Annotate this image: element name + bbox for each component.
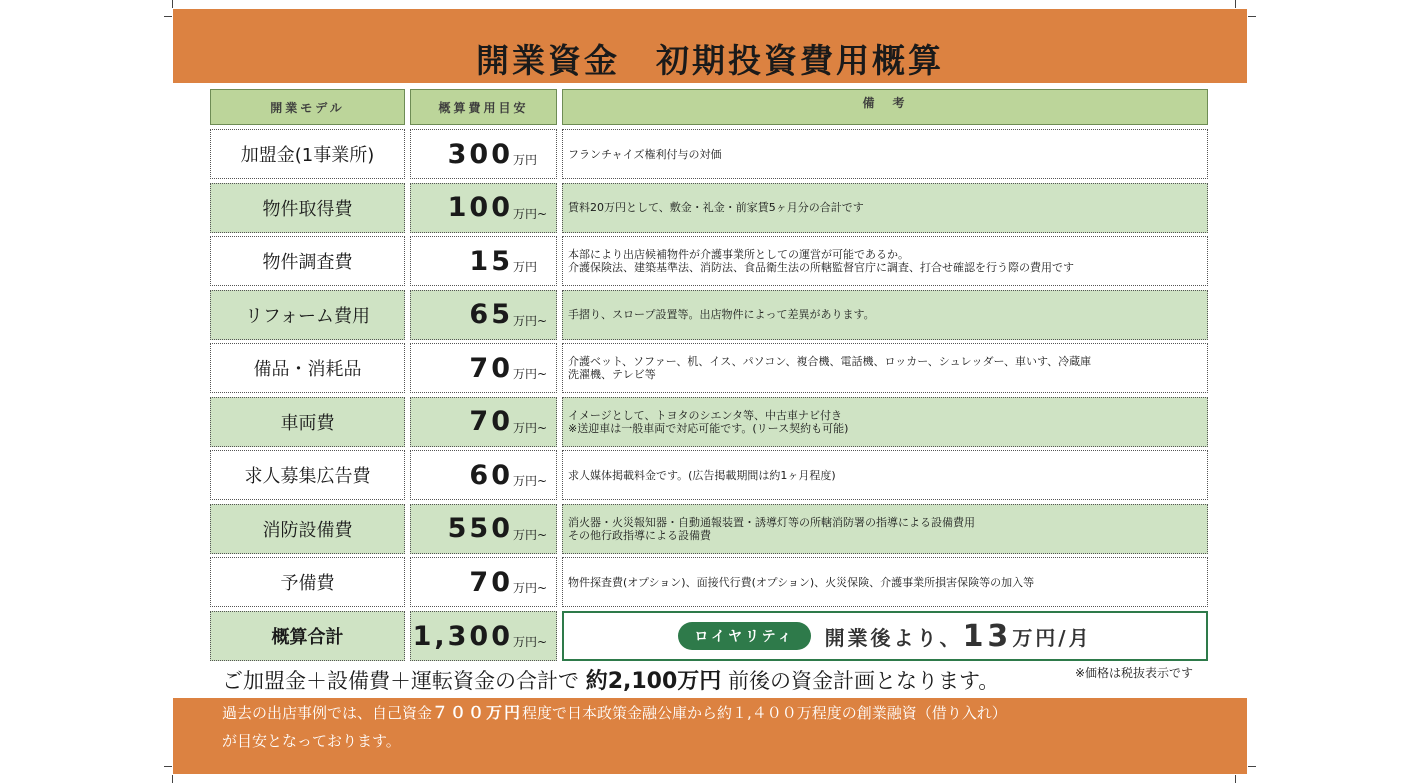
royalty-prefix: 開業後より、: [824, 625, 963, 650]
footer-text: [222, 699, 1232, 755]
row-cost: [410, 450, 557, 500]
footer-own-capital: ７００万円: [432, 703, 523, 722]
footer-line-1-after: 程度で日本政策金融公庫から約１,４００万程度の創業融資（借り入れ）: [522, 704, 1007, 722]
row-amount: 100: [447, 192, 513, 223]
row-name: 物件調査費: [210, 236, 405, 286]
row-note: 介護ベット、ソファー、机、イス、パソコン、複合機、電話機、ロッカー、シュレッダー、車いす、冷蔵庫 洗濯機、テレビ等: [562, 343, 1208, 393]
crop-mark: [164, 766, 172, 767]
row-cost: [410, 236, 557, 286]
crop-mark: [1235, 775, 1236, 783]
row-note: 物件探査費(オプション)、面接代行費(オプション)、火災保険、介護事業所損害保険等の加入等: [562, 557, 1208, 607]
row-amount: 70: [469, 566, 513, 598]
row-amount: 15: [469, 245, 513, 277]
royalty-badge: ロイヤリティ: [678, 622, 810, 650]
column-header-model: 開業モデル: [210, 89, 405, 125]
row-cost: [410, 557, 557, 607]
row-amount: 300: [447, 138, 513, 170]
row-name: 車両費: [210, 397, 405, 447]
footer-line-2: が目安となっております。: [222, 732, 401, 750]
row-note: 賃料20万円として、敷金・礼金・前家賃5ヶ月分の合計です: [562, 183, 1208, 233]
row-unit: 万円: [513, 153, 538, 167]
row-name: 備品・消耗品: [210, 343, 405, 393]
summary-before: ご加盟金＋設備費＋運転資金の合計で: [222, 669, 586, 693]
column-header-cost: 概算費用目安: [410, 89, 557, 125]
summary-after: 前後の資金計画となります。: [721, 669, 1000, 693]
row-cost: [410, 504, 557, 554]
crop-mark: [1248, 16, 1256, 17]
row-unit: 万円: [513, 260, 538, 274]
crop-mark: [164, 16, 172, 17]
row-cost: [410, 397, 557, 447]
royalty-amount: 13: [962, 618, 1013, 654]
row-unit: 万円~: [513, 474, 548, 488]
row-unit: 万円~: [513, 581, 548, 595]
row-note: 求人媒体掲載料金です。(広告掲載期間は約1ヶ月程度): [562, 450, 1208, 500]
total-label: 概算合計: [210, 611, 405, 661]
row-unit: 万円~: [513, 206, 548, 221]
row-cost: [410, 343, 557, 393]
row-name: 加盟金(1事業所): [210, 129, 405, 179]
row-name: 物件取得費: [210, 183, 405, 233]
row-note: 手摺り、スロープ設置等。出店物件によって差異があります。: [562, 290, 1208, 340]
row-name: 消防設備費: [210, 504, 405, 554]
crop-mark: [172, 0, 173, 8]
row-cost: [410, 183, 557, 233]
row-name: 求人募集広告費: [210, 450, 405, 500]
page-title: 開業資金 初期投資費用概算: [476, 41, 944, 80]
row-amount: 65: [469, 299, 513, 330]
row-amount: 70: [469, 406, 513, 437]
footer-line-1-before: 過去の出店事例では、自己資金: [222, 704, 433, 722]
row-cost: [410, 290, 557, 340]
total-unit: 万円~: [513, 635, 548, 649]
row-note: 消火器・火災報知器・自動通報装置・誘導灯等の所轄消防署の指導による設備費用 その他行政指導による設備費: [562, 504, 1208, 554]
row-unit: 万円~: [513, 367, 548, 381]
column-header-notes: 備 考: [562, 89, 1208, 125]
row-amount: 70: [469, 352, 513, 384]
row-note: フランチャイズ権利付与の対価: [562, 129, 1208, 179]
row-unit: 万円~: [513, 313, 548, 328]
row-name: リフォーム費用: [210, 290, 405, 340]
total-amount: 1,300: [412, 620, 513, 652]
row-note: イメージとして、トヨタのシエンタ等、中古車ナビ付き ※送迎車は一般車両で対応可能です。(リース契約も可能): [562, 397, 1208, 447]
summary-text: [222, 665, 999, 698]
row-amount: 60: [469, 459, 513, 491]
row-note: 本部により出店候補物件が介護事業所としての運営が可能であるか。 介護保険法、建築基準法、消防法、食品衛生法の所轄監督官庁に調査、打合せ確認を行う際の費用です: [562, 236, 1208, 286]
footer-line-1: [222, 699, 1232, 727]
row-amount: 550: [447, 513, 513, 544]
row-cost: [410, 129, 557, 179]
crop-mark: [1248, 766, 1256, 767]
royalty-suffix: 万円/月: [1012, 625, 1092, 650]
row-unit: 万円~: [513, 420, 548, 435]
total-cost: [410, 611, 557, 661]
royalty-box: [562, 611, 1208, 661]
summary-total: 約2,100万円: [585, 669, 722, 694]
tax-note: ※価格は税抜表示です: [1075, 666, 1194, 680]
crop-mark: [172, 775, 173, 783]
crop-mark: [1235, 0, 1236, 8]
row-name: 予備費: [210, 557, 405, 607]
row-unit: 万円~: [513, 527, 548, 542]
